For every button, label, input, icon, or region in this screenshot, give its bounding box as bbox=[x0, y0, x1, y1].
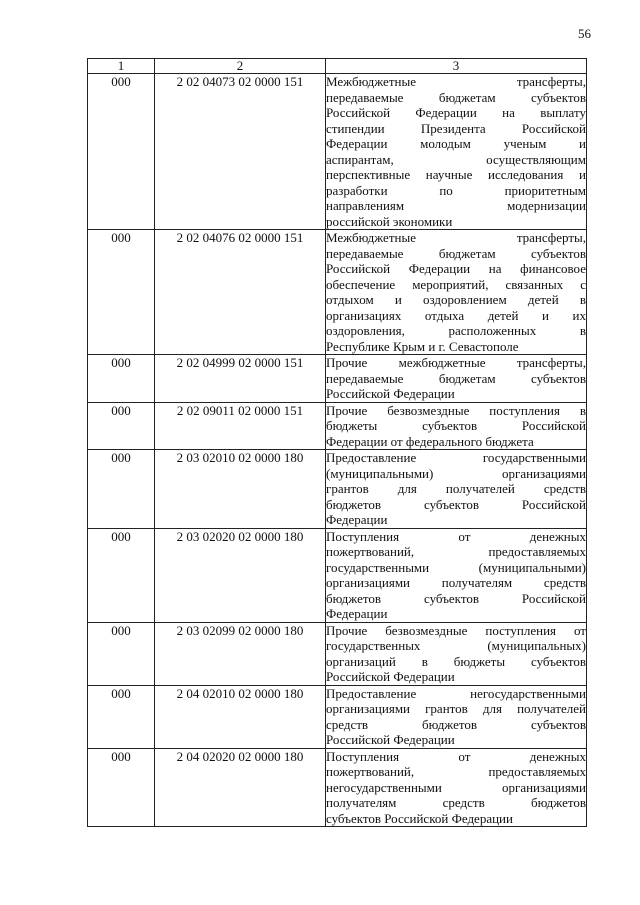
description-cell bbox=[326, 450, 587, 529]
admin-code-cell: 000 bbox=[88, 402, 155, 450]
description-line: Предоставление негосударственными bbox=[326, 685, 586, 701]
budget-code-cell: 2 02 09011 02 0000 151 bbox=[155, 402, 326, 450]
description-line: пожертвований, предоставляемых bbox=[326, 544, 586, 559]
budget-code-cell: 2 03 02099 02 0000 180 bbox=[155, 622, 326, 685]
description-line: организациями получателям средств bbox=[326, 575, 586, 590]
table-row bbox=[88, 450, 587, 529]
description-line: отдыхом и оздоровлением детей в bbox=[326, 292, 586, 307]
table-header-row bbox=[88, 59, 587, 74]
budget-code-cell: 2 03 02020 02 0000 180 bbox=[155, 528, 326, 622]
description-line: Российской Федерации bbox=[326, 669, 455, 684]
description-line: стипендии Президента Российской bbox=[326, 120, 586, 136]
table-row bbox=[88, 528, 587, 622]
table-row bbox=[88, 74, 587, 230]
description-line: Российской Федерации bbox=[326, 732, 455, 747]
description-line: организациями грантов для получателей bbox=[326, 701, 586, 716]
description-line: Российской Федерации на выплату bbox=[326, 105, 586, 120]
description-line: Поступления от денежных bbox=[326, 528, 586, 544]
description-line: перспективные научные исследования и bbox=[326, 167, 586, 182]
description-line: Федерации bbox=[326, 512, 388, 527]
description-line: Межбюджетные трансферты, bbox=[326, 230, 586, 245]
description-line: оздоровления, расположенных в bbox=[326, 323, 586, 338]
table-row bbox=[88, 230, 587, 355]
budget-code-cell: 2 02 04999 02 0000 151 bbox=[155, 355, 326, 403]
description-line: Российской Федерации на финансовое bbox=[326, 261, 586, 276]
description-line: организациях отдыха детей и их bbox=[326, 307, 586, 323]
description-line: передаваемые бюджетам субъектов bbox=[326, 245, 586, 261]
description-line: Предоставление государственными bbox=[326, 450, 586, 465]
admin-code-cell: 000 bbox=[88, 74, 155, 230]
budget-code-cell: 2 04 02020 02 0000 180 bbox=[155, 748, 326, 827]
admin-code-cell: 000 bbox=[88, 528, 155, 622]
admin-code-cell: 000 bbox=[88, 230, 155, 355]
table-row bbox=[88, 355, 587, 403]
description-line: Федерации от федерального бюджета bbox=[326, 433, 534, 449]
description-line: негосударственными организациями bbox=[326, 779, 586, 795]
table-row bbox=[88, 748, 587, 827]
description-line: передаваемые бюджетам субъектов bbox=[326, 370, 586, 386]
table-row bbox=[88, 402, 587, 450]
description-line: Прочие безвозмездные поступления от bbox=[326, 622, 586, 638]
description-cell bbox=[326, 748, 587, 827]
description-line: Прочие безвозмездные поступления в bbox=[326, 402, 586, 418]
description-cell bbox=[326, 230, 587, 355]
description-line: грантов для получателей средств bbox=[326, 481, 586, 496]
column-header-1: 1 bbox=[88, 59, 155, 74]
budget-revenue-table bbox=[87, 58, 587, 827]
budget-code-cell: 2 04 02010 02 0000 180 bbox=[155, 685, 326, 748]
description-line: аспирантам, осуществляющим bbox=[326, 151, 586, 167]
admin-code-cell: 000 bbox=[88, 622, 155, 685]
description-line: Федерации bbox=[326, 606, 388, 621]
description-cell bbox=[326, 355, 587, 403]
description-line: средств бюджетов субъектов bbox=[326, 716, 586, 732]
description-line: государственных (муниципальных) bbox=[326, 638, 586, 653]
description-cell bbox=[326, 622, 587, 685]
description-line: передаваемые бюджетам субъектов bbox=[326, 89, 586, 105]
description-cell bbox=[326, 74, 587, 230]
budget-code-cell: 2 02 04073 02 0000 151 bbox=[155, 74, 326, 230]
description-line: Поступления от денежных bbox=[326, 748, 586, 764]
description-line: направлениям модернизации bbox=[326, 198, 586, 213]
budget-code-cell: 2 02 04076 02 0000 151 bbox=[155, 230, 326, 355]
description-line: государственными (муниципальными) bbox=[326, 559, 586, 575]
description-line: субъектов Российской Федерации bbox=[326, 810, 513, 826]
description-line: обеспечение мероприятий, связанных с bbox=[326, 276, 586, 292]
admin-code-cell: 000 bbox=[88, 685, 155, 748]
admin-code-cell: 000 bbox=[88, 355, 155, 403]
column-header-3: 3 bbox=[326, 59, 587, 74]
admin-code-cell: 000 bbox=[88, 748, 155, 827]
budget-code-cell: 2 03 02010 02 0000 180 bbox=[155, 450, 326, 529]
description-line: получателям средств бюджетов bbox=[326, 795, 586, 810]
description-cell bbox=[326, 685, 587, 748]
description-line: Республике Крым и г. Севастополе bbox=[326, 338, 519, 354]
description-line: организаций в бюджеты субъектов bbox=[326, 653, 586, 669]
description-line: Российской Федерации bbox=[326, 386, 455, 401]
description-line: Федерации молодым ученым и bbox=[326, 136, 586, 151]
description-line: (муниципальными) организациями bbox=[326, 465, 586, 481]
description-line: Межбюджетные трансферты, bbox=[326, 74, 586, 89]
column-header-2: 2 bbox=[155, 59, 326, 74]
description-line: разработки по приоритетным bbox=[326, 182, 586, 198]
description-line: бюджетов субъектов Российской bbox=[326, 496, 586, 512]
description-cell bbox=[326, 402, 587, 450]
table-row bbox=[88, 622, 587, 685]
description-line: бюджеты субъектов Российской bbox=[326, 418, 586, 433]
description-line: пожертвований, предоставляемых bbox=[326, 764, 586, 779]
description-cell bbox=[326, 528, 587, 622]
admin-code-cell: 000 bbox=[88, 450, 155, 529]
table-row bbox=[88, 685, 587, 748]
page-number: 56 bbox=[578, 26, 591, 41]
description-line: Прочие межбюджетные трансферты, bbox=[326, 355, 586, 370]
description-line: российской экономики bbox=[326, 213, 453, 229]
description-line: бюджетов субъектов Российской bbox=[326, 590, 586, 606]
